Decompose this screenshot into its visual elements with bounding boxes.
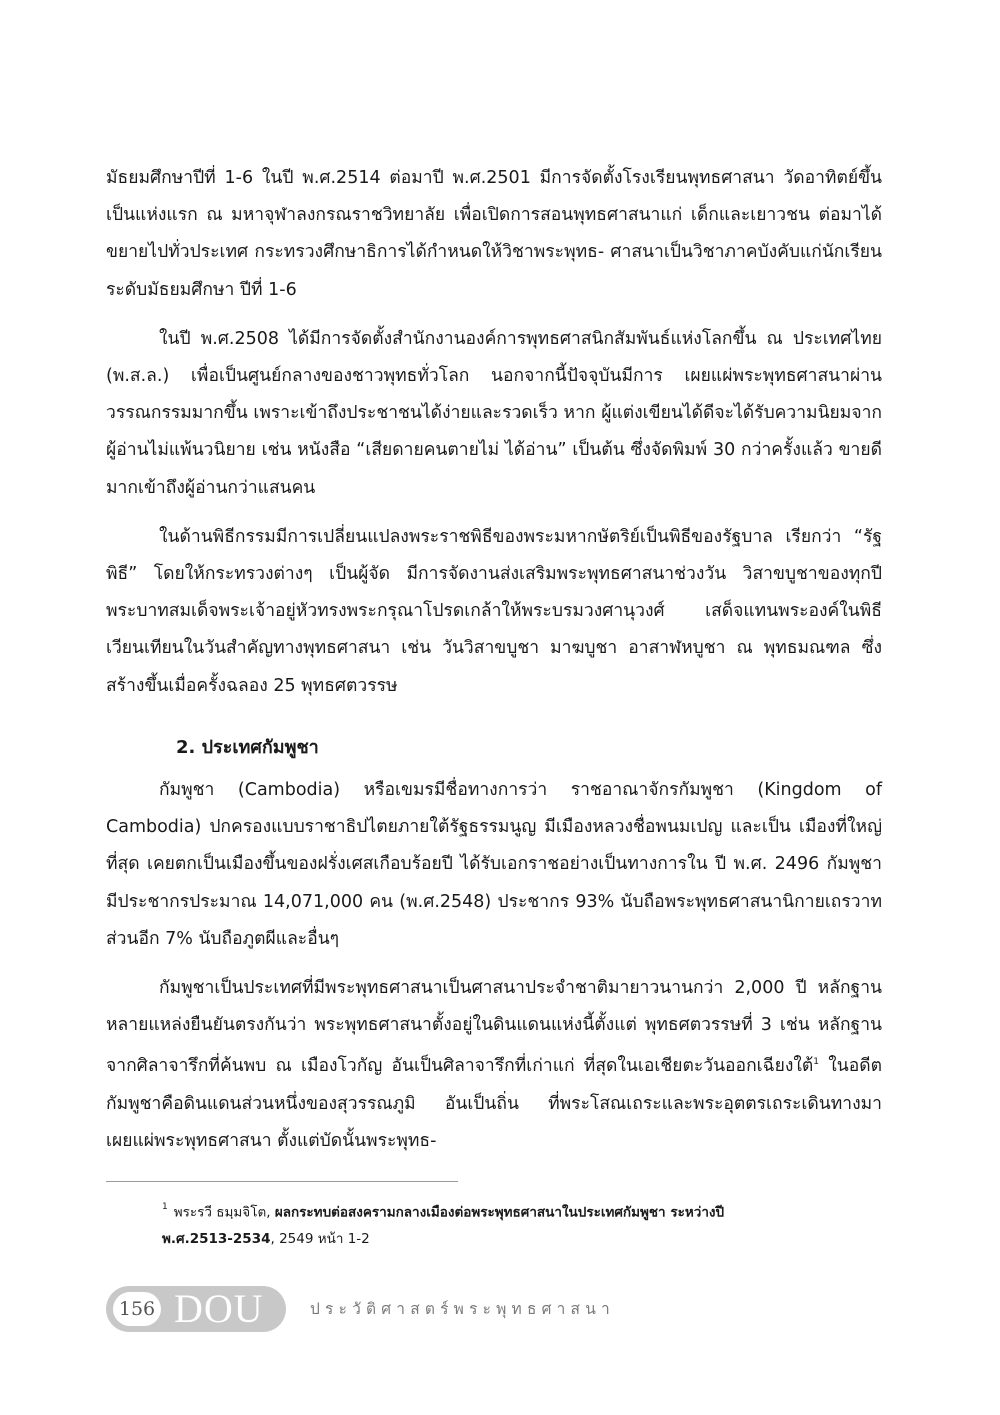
page-footer [106,1286,906,1332]
paragraph-5-text-b: ในอดีตกัมพูชาคือดินแดนส่วนหนึ่งของสุวรรณภูมิ อันเป็นถิ่น ที่พระโสณเถระและพระอุตตรเถระเดินทางมาเผยแผ่พระพุทธศาสนา ตั้งแต่บัดนั้นพระพุทธ- [106,1056,882,1151]
footnote [162,1196,862,1252]
paragraph-4: กัมพูชา (Cambodia) หรือเขมรมีชื่อทางการว่า ราชอาณาจักรกัมพูชา (Kingdom of Cambodia) ปกครองแบบราชาธิปไตยภายใต้รัฐธรรมนูญ มีเมืองหลวงชื่อพนมเปญ และเป็น เมืองที่ใหญ่ที่สุด เคยตกเป็นเมืองขึ้นของฝรั่งเศสเกือบร้อยปี ได้รับเอกราชอย่างเป็นทางการใน ปี พ.ศ. 2496 กัมพูชามีประชากรประมาณ 14,071,000 คน (พ.ศ.2548) ประชากร 93% นับถือพระพุทธศาสนานิกายเถรวาท ส่วนอีก 7% นับถือภูตผีและอื่นๆ [106,780,882,949]
footnote-reference[interactable]: 1 [813,1057,820,1068]
footnote-title-line-1: ผลกระทบต่อสงครามกลางเมืองต่อพระพุทธศาสนาในประเทศกัมพูชา ระหว่างปี [274,1204,725,1221]
page-body [106,160,882,1172]
book-title: ประวัติศาสตร์พระพุทธศาสนา [310,1300,615,1318]
footnote-title-line-2: พ.ศ.2513-2534 [162,1230,271,1247]
paragraph-5 [106,970,882,1160]
footnote-details: , 2549 หน้า 1-2 [270,1230,370,1247]
paragraph-3: ในด้านพิธีกรรมมีการเปลี่ยนแปลงพระราชพิธีของพระมหากษัตริย์เป็นพิธีของรัฐบาล เรียกว่า “รัฐพิธี” โดยให้กระทรวงต่างๆ เป็นผู้จัด มีการจัดงานส่งเสริมพระพุทธศาสนาช่วงวัน วิสาขบูชาของทุกปี พระบาทสมเด็จพระเจ้าอยู่หัวทรงพระกรุณาโปรดเกล้าให้พระบรมวงศานุวงศ์ เสด็จแทนพระองค์ในพิธีเวียนเทียนในวันสำคัญทางพุทธศาสนา เช่น วันวิสาขบูชา มาฆบูชา อาสาฬหบูชา ณ พุทธมณฑล ซึ่งสร้างขึ้นเมื่อครั้งฉลอง 25 พุทธศตวรรษ [106,526,882,696]
footnote-author: พระรวี ธมฺมจิโต, [173,1204,275,1221]
footnote-divider [106,1181,458,1182]
section-heading: 2. ประเทศกัมพูชา [176,736,319,758]
paragraph-5-text-a: กัมพูชาเป็นประเทศที่มีพระพุทธศาสนาเป็นศาสนาประจำชาติมายาวนานกว่า 2,000 ปี หลักฐานหลายแหล่งยืนยันตรงกันว่า พระพุทธศาสนาตั้งอยู่ในดินแดนแห่งนี้ตั้งแต่ พุทธศตวรรษที่ 3 เช่น หลักฐานจากศิลาจารึกที่ค้นพบ ณ เมืองโวกัญ อันเป็นศิลาจารึกที่เก่าแก่ ที่สุดในเอเชียตะวันออกเฉียงใต้ [106,978,882,1077]
footnote-number: 1 [162,1202,168,1212]
paragraph-1: มัธยมศึกษาปีที่ 1-6 ในปี พ.ศ.2514 ต่อมาปี พ.ศ.2501 มีการจัดตั้งโรงเรียนพุทธศาสนา วัดอาทิตย์ขึ้นเป็นแห่งแรก ณ มหาจุฬาลงกรณราชวิทยาลัย เพื่อเปิดการสอนพุทธศาสนาแก่ เด็กและเยาวชน ต่อมาได้ขยายไปทั่วประเทศ กระทรวงศึกษาธิการได้กำหนดให้วิชาพระพุทธ- ศาสนาเป็นวิชาภาคบังคับแก่นักเรียนระดับมัธยมศึกษา ปีที่ 1-6 [106,168,882,300]
page-number: 156 [113,1292,161,1326]
footer-badge [106,1286,286,1332]
dou-logo: DOU [174,1286,264,1331]
paragraph-2: ในปี พ.ศ.2508 ได้มีการจัดตั้งสำนักงานองค์การพุทธศาสนิกสัมพันธ์แห่งโลกขึ้น ณ ประเทศไทย (พ.ส.ล.) เพื่อเป็นศูนย์กลางของชาวพุทธทั่วโลก นอกจากนี้ปัจจุบันมีการ เผยแผ่พระพุทธศาสนาผ่านวรรณกรรมมากขึ้น เพราะเข้าถึงประชาชนได้ง่ายและรวดเร็ว หาก ผู้แต่งเขียนได้ดีจะได้รับความนิยมจากผู้อ่านไม่แพ้นวนิยาย เช่น หนังสือ “เสียดายคนตายไม่ ได้อ่าน” เป็นต้น ซึ่งจัดพิมพ์ 30 กว่าครั้งแล้ว ขายดีมากเข้าถึงผู้อ่านกว่าแสนคน [106,328,882,498]
